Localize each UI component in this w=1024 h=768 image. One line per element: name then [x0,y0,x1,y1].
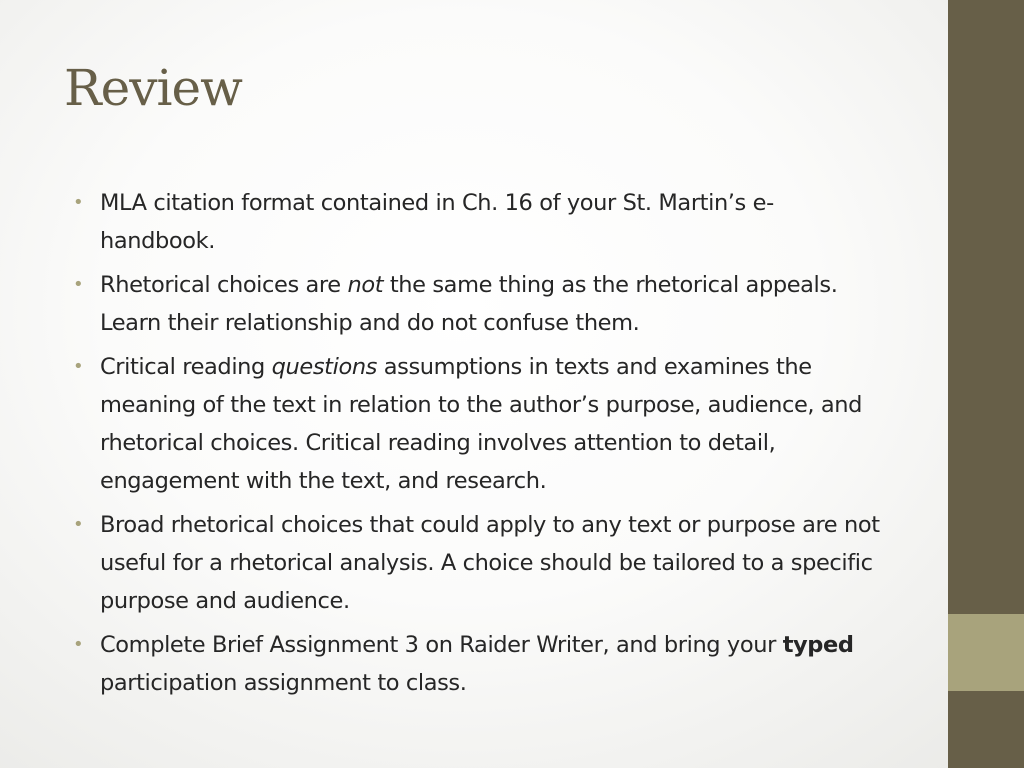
bullet-list [72,184,884,708]
bullet-item [72,348,884,500]
bullet-text: Complete Brief Assignment 3 on Raider Writer, and bring your [100,632,783,658]
bullet-item [72,626,884,702]
bullet-item [72,506,884,620]
bullet-text: assumptions in texts and examines the meaning of the text in relation to the author’s purpose, audience, and rhetorical choices. Critical reading involves attention to detail, engagement with the text, and research. [100,354,863,494]
bullet-strong: typed [782,632,854,658]
bullet-text: Broad rhetorical choices that could apply to any text or purpose are not useful for a rhetorical analysis. A choice should be tailored to a specific purpose and audience. [100,512,880,614]
bullet-dot-icon: • [73,634,84,655]
bullet-item [72,184,884,260]
bullet-item [72,266,884,342]
bullet-dot-icon: • [73,192,84,213]
bullet-text: participation assignment to class. [100,670,467,696]
bullet-dot-icon: • [73,356,84,377]
bullet-emphasis: not [347,272,384,298]
bullet-text: the same thing as the rhetorical appeals. Learn their relationship and do not confuse them. [100,272,838,336]
bullet-text: MLA citation format contained in Ch. 16 of your St. Martin’s e-handbook. [100,190,774,254]
bullet-text: Critical reading [100,354,272,380]
sidebar-accent-block [948,614,1024,691]
slide-title: Review [64,59,242,117]
bullet-dot-icon: • [73,274,84,295]
bullet-dot-icon: • [73,514,84,535]
bullet-text: Rhetorical choices are [100,272,348,298]
bullet-emphasis: questions [271,354,378,380]
